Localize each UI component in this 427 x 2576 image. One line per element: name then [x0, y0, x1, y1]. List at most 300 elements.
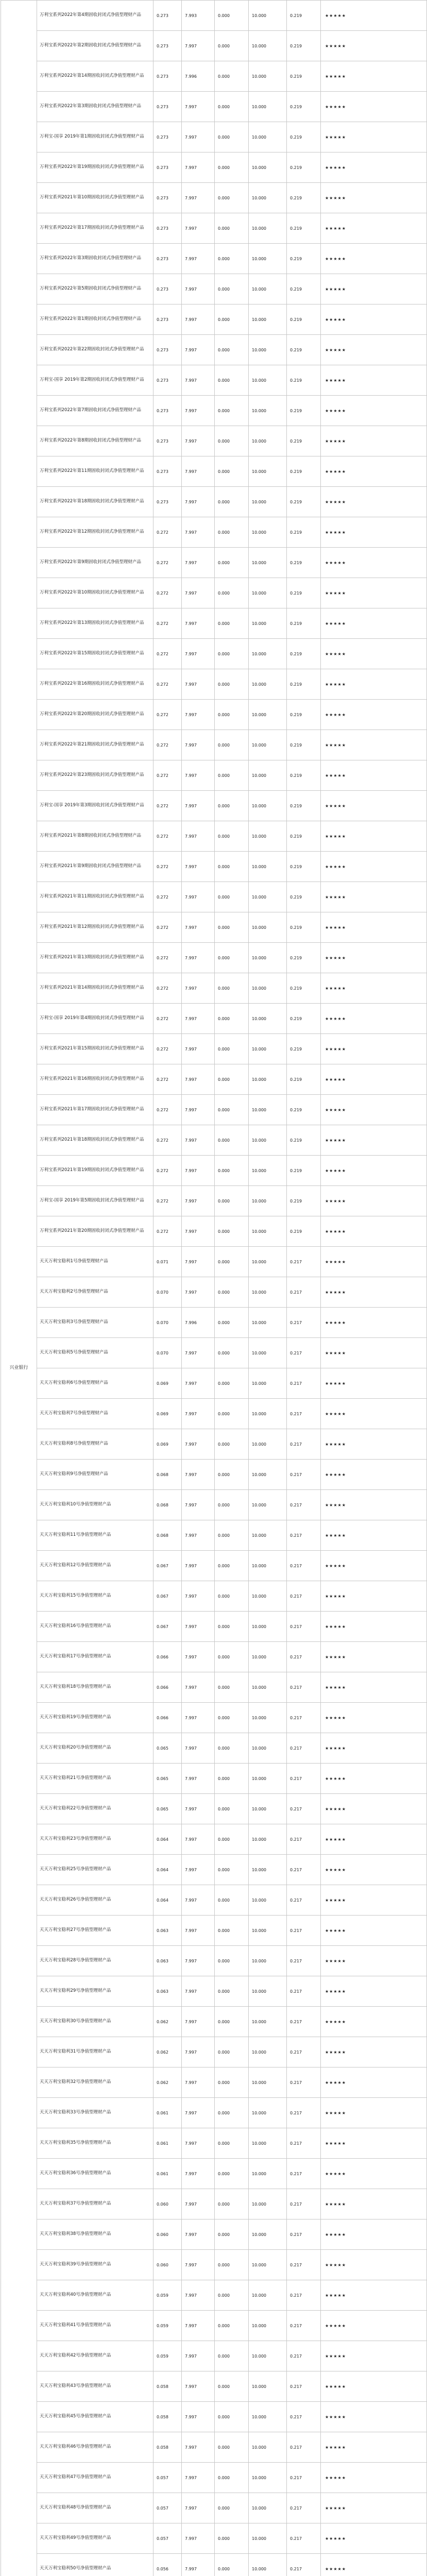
table-row	[1, 1824, 427, 1855]
value-cell: 0.064	[153, 1855, 182, 1885]
value-cell: 10.000	[249, 548, 287, 578]
product-name-cell: 天天万利宝稳利46号净值型理财产品	[37, 2432, 153, 2463]
value-cell: 0.057	[153, 2523, 182, 2554]
product-name-cell: 万利宝系列2022年第14期固收封闭式净值型理财产品	[37, 61, 153, 92]
value-cell: 0.219	[287, 821, 321, 852]
value-cell: 0.219	[287, 31, 321, 61]
value-cell: 0.000	[215, 1520, 249, 1551]
value-cell: 0.000	[215, 213, 249, 244]
product-name-cell: 万利宝-国享 2019年第2期固收封闭式净值型理财产品	[37, 365, 153, 396]
value-cell: 10.000	[249, 760, 287, 791]
value-cell: 0.217	[287, 1368, 321, 1399]
value-cell: 7.997	[182, 1064, 215, 1095]
star-rating-cell: ★★★★★	[321, 1429, 427, 1460]
table-row	[1, 1247, 427, 1277]
value-cell: 0.273	[153, 304, 182, 335]
table-row	[1, 1794, 427, 1824]
value-cell: 7.997	[182, 2098, 215, 2128]
value-cell: 7.997	[182, 852, 215, 882]
value-cell: 0.272	[153, 1216, 182, 1247]
product-name-cell: 天天万利宝稳利20号净值型理财产品	[37, 1733, 153, 1764]
value-cell: 7.997	[182, 1520, 215, 1551]
value-cell: 7.997	[182, 152, 215, 183]
value-cell: 0.067	[153, 1612, 182, 1642]
star-rating-cell: ★★★★★	[321, 1976, 427, 2007]
table-row	[1, 2007, 427, 2037]
table-row	[1, 213, 427, 244]
star-rating-cell: ★★★★★	[321, 1672, 427, 1703]
table-row	[1, 852, 427, 882]
star-rating-cell: ★★★★★	[321, 61, 427, 92]
value-cell: 7.997	[182, 2554, 215, 2576]
value-cell: 0.217	[287, 1581, 321, 1612]
value-cell: 0.219	[287, 1064, 321, 1095]
value-cell: 10.000	[249, 578, 287, 608]
value-cell: 7.997	[182, 1034, 215, 1064]
value-cell: 0.056	[153, 2554, 182, 2576]
value-cell: 0.058	[153, 2402, 182, 2432]
value-cell: 0.272	[153, 608, 182, 639]
product-name-cell: 万利宝系列2022年第13期固收封闭式净值型理财产品	[37, 608, 153, 639]
value-cell: 0.219	[287, 639, 321, 669]
value-cell: 7.997	[182, 882, 215, 912]
value-cell: 0.273	[153, 426, 182, 456]
value-cell: 0.000	[215, 1581, 249, 1612]
star-rating-cell: ★★★★★	[321, 92, 427, 122]
value-cell: 10.000	[249, 335, 287, 365]
table-row	[1, 760, 427, 791]
table-row	[1, 183, 427, 213]
table-row	[1, 2219, 427, 2250]
value-cell: 0.000	[215, 1885, 249, 1916]
value-cell: 0.272	[153, 973, 182, 1004]
table-row	[1, 2371, 427, 2402]
value-cell: 0.000	[215, 1095, 249, 1125]
value-cell: 10.000	[249, 2463, 287, 2493]
value-cell: 0.000	[215, 274, 249, 304]
star-rating-cell: ★★★★★	[321, 1581, 427, 1612]
value-cell: 10.000	[249, 730, 287, 760]
value-cell: 0.064	[153, 1824, 182, 1855]
table-row	[1, 31, 427, 61]
value-cell: 7.997	[182, 943, 215, 973]
value-cell: 10.000	[249, 1277, 287, 1308]
value-cell: 0.000	[215, 1064, 249, 1095]
value-cell: 10.000	[249, 2554, 287, 2576]
star-rating-cell: ★★★★★	[321, 2341, 427, 2371]
value-cell: 7.997	[182, 1824, 215, 1855]
value-cell: 0.273	[153, 61, 182, 92]
value-cell: 10.000	[249, 122, 287, 152]
value-cell: 0.217	[287, 1551, 321, 1581]
value-cell: 0.273	[153, 31, 182, 61]
value-cell: 0.219	[287, 1156, 321, 1186]
table-row	[1, 1490, 427, 1520]
star-rating-cell: ★★★★★	[321, 852, 427, 882]
value-cell: 10.000	[249, 973, 287, 1004]
value-cell: 7.997	[182, 2463, 215, 2493]
table-row	[1, 1916, 427, 1946]
value-cell: 0.000	[215, 1733, 249, 1764]
table-row	[1, 1581, 427, 1612]
table-row	[1, 426, 427, 456]
value-cell: 0.217	[287, 1733, 321, 1764]
star-rating-cell: ★★★★★	[321, 335, 427, 365]
value-cell: 0.272	[153, 1095, 182, 1125]
star-rating-cell: ★★★★★	[321, 1946, 427, 1976]
value-cell: 0.000	[215, 578, 249, 608]
star-rating-cell: ★★★★★	[321, 396, 427, 426]
product-name-cell: 万利宝系列2022年第2期固收封闭式净值型理财产品	[37, 31, 153, 61]
product-name-cell: 万利宝系列2022年第3期固收封闭式净值型理财产品	[37, 244, 153, 274]
value-cell: 7.997	[182, 760, 215, 791]
star-rating-cell: ★★★★★	[321, 487, 427, 517]
value-cell: 0.272	[153, 882, 182, 912]
star-rating-cell: ★★★★★	[321, 183, 427, 213]
value-cell: 10.000	[249, 2523, 287, 2554]
value-cell: 7.997	[182, 821, 215, 852]
value-cell: 0.273	[153, 365, 182, 396]
star-rating-cell: ★★★★★	[321, 882, 427, 912]
value-cell: 7.997	[182, 912, 215, 943]
value-cell: 10.000	[249, 1885, 287, 1916]
product-name-cell: 万利宝系列2022年第8期固收封闭式净值型理财产品	[37, 426, 153, 456]
value-cell: 0.000	[215, 1186, 249, 1216]
table-row	[1, 92, 427, 122]
star-rating-cell: ★★★★★	[321, 1520, 427, 1551]
table-row	[1, 1976, 427, 2007]
value-cell: 0.059	[153, 2341, 182, 2371]
value-cell: 10.000	[249, 1612, 287, 1642]
table-row	[1, 365, 427, 396]
value-cell: 0.000	[215, 1946, 249, 1976]
value-cell: 0.000	[215, 1642, 249, 1672]
value-cell: 0.059	[153, 2311, 182, 2341]
value-cell: 10.000	[249, 639, 287, 669]
value-cell: 7.997	[182, 2007, 215, 2037]
value-cell: 0.272	[153, 548, 182, 578]
star-rating-cell: ★★★★★	[321, 31, 427, 61]
value-cell: 0.217	[287, 2554, 321, 2576]
table-row	[1, 1308, 427, 1338]
value-cell: 0.217	[287, 1855, 321, 1885]
value-cell: 0.000	[215, 2007, 249, 2037]
value-cell: 0.000	[215, 1460, 249, 1490]
value-cell: 0.219	[287, 1186, 321, 1216]
value-cell: 10.000	[249, 2311, 287, 2341]
table-row	[1, 244, 427, 274]
value-cell: 10.000	[249, 1703, 287, 1733]
value-cell: 0.272	[153, 852, 182, 882]
value-cell: 0.000	[215, 1551, 249, 1581]
star-rating-cell: ★★★★★	[321, 2371, 427, 2402]
product-name-cell: 万利宝系列2022年第23期固收封闭式净值型理财产品	[37, 760, 153, 791]
value-cell: 7.997	[182, 639, 215, 669]
value-cell: 0.000	[215, 1916, 249, 1946]
value-cell: 10.000	[249, 1247, 287, 1277]
table-row	[1, 608, 427, 639]
star-rating-cell: ★★★★★	[321, 1855, 427, 1885]
wealth-products-table	[1, 0, 427, 2576]
value-cell: 10.000	[249, 517, 287, 548]
value-cell: 0.217	[287, 1976, 321, 2007]
value-cell: 0.273	[153, 213, 182, 244]
table-row	[1, 2432, 427, 2463]
product-name-cell: 天天万利宝稳利45号净值型理财产品	[37, 2402, 153, 2432]
value-cell: 0.062	[153, 2007, 182, 2037]
value-cell: 7.997	[182, 213, 215, 244]
value-cell: 10.000	[249, 2402, 287, 2432]
value-cell: 10.000	[249, 1004, 287, 1034]
value-cell: 0.000	[215, 548, 249, 578]
value-cell: 0.000	[215, 943, 249, 973]
value-cell: 7.997	[182, 669, 215, 700]
table-row	[1, 2037, 427, 2067]
value-cell: 7.997	[182, 2432, 215, 2463]
star-rating-cell: ★★★★★	[321, 700, 427, 730]
product-name-cell: 万利宝系列2021年第12期固收封闭式净值型理财产品	[37, 912, 153, 943]
value-cell: 0.000	[215, 2523, 249, 2554]
product-name-cell: 天天万利宝稳利8号净值型理财产品	[37, 1429, 153, 1460]
product-name-cell: 万利宝系列2021年第10期固收封闭式净值型理财产品	[37, 183, 153, 213]
value-cell: 0.000	[215, 700, 249, 730]
table-row	[1, 1885, 427, 1916]
value-cell: 0.217	[287, 2037, 321, 2067]
value-cell: 0.000	[215, 152, 249, 183]
table-row	[1, 639, 427, 669]
table-row	[1, 1034, 427, 1064]
value-cell: 10.000	[249, 1156, 287, 1186]
value-cell: 0.069	[153, 1368, 182, 1399]
table-row	[1, 882, 427, 912]
value-cell: 0.062	[153, 2037, 182, 2067]
star-rating-cell: ★★★★★	[321, 730, 427, 760]
star-rating-cell: ★★★★★	[321, 122, 427, 152]
value-cell: 7.997	[182, 183, 215, 213]
value-cell: 10.000	[249, 1581, 287, 1612]
value-cell: 0.217	[287, 2280, 321, 2311]
value-cell: 7.997	[182, 791, 215, 821]
value-cell: 0.060	[153, 2219, 182, 2250]
value-cell: 0.000	[215, 760, 249, 791]
value-cell: 0.000	[215, 608, 249, 639]
value-cell: 0.217	[287, 1824, 321, 1855]
value-cell: 7.997	[182, 1490, 215, 1520]
value-cell: 0.000	[215, 122, 249, 152]
value-cell: 7.997	[182, 1976, 215, 2007]
table-row	[1, 152, 427, 183]
star-rating-cell: ★★★★★	[321, 2159, 427, 2189]
value-cell: 0.000	[215, 2402, 249, 2432]
value-cell: 0.273	[153, 396, 182, 426]
table-row	[1, 1855, 427, 1885]
product-name-cell: 天天万利宝稳利18号净值型理财产品	[37, 1672, 153, 1703]
value-cell: 0.000	[215, 2250, 249, 2280]
star-rating-cell: ★★★★★	[321, 1064, 427, 1095]
value-cell: 7.997	[182, 700, 215, 730]
value-cell: 0.069	[153, 1429, 182, 1460]
value-cell: 10.000	[249, 61, 287, 92]
value-cell: 10.000	[249, 152, 287, 183]
value-cell: 10.000	[249, 1733, 287, 1764]
value-cell: 0.217	[287, 1277, 321, 1308]
product-name-cell: 万利宝系列2022年第1期固收封闭式净值型理财产品	[37, 304, 153, 335]
value-cell: 0.000	[215, 1764, 249, 1794]
value-cell: 7.997	[182, 730, 215, 760]
product-name-cell: 天天万利宝稳利12号净值型理财产品	[37, 1551, 153, 1581]
value-cell: 0.000	[215, 1429, 249, 1460]
value-cell: 0.217	[287, 2007, 321, 2037]
value-cell: 0.219	[287, 244, 321, 274]
product-name-cell: 天天万利宝稳利19号净值型理财产品	[37, 1703, 153, 1733]
value-cell: 0.272	[153, 1004, 182, 1034]
value-cell: 0.000	[215, 1824, 249, 1855]
value-cell: 7.997	[182, 396, 215, 426]
value-cell: 0.000	[215, 1368, 249, 1399]
star-rating-cell: ★★★★★	[321, 1885, 427, 1916]
value-cell: 0.063	[153, 1916, 182, 1946]
value-cell: 0.219	[287, 730, 321, 760]
table-row	[1, 1429, 427, 1460]
value-cell: 0.219	[287, 456, 321, 487]
value-cell: 0.219	[287, 852, 321, 882]
value-cell: 0.000	[215, 517, 249, 548]
value-cell: 10.000	[249, 2067, 287, 2098]
value-cell: 0.219	[287, 152, 321, 183]
value-cell: 0.217	[287, 1399, 321, 1429]
product-name-cell: 天天万利宝稳利28号净值型理财产品	[37, 1946, 153, 1976]
value-cell: 0.000	[215, 2159, 249, 2189]
star-rating-cell: ★★★★★	[321, 1338, 427, 1368]
table-row	[1, 2159, 427, 2189]
value-cell: 0.273	[153, 335, 182, 365]
product-name-cell: 天天万利宝稳利3号净值型理财产品	[37, 1308, 153, 1338]
value-cell: 7.997	[182, 1004, 215, 1034]
value-cell: 0.272	[153, 578, 182, 608]
value-cell: 10.000	[249, 1946, 287, 1976]
value-cell: 10.000	[249, 2159, 287, 2189]
value-cell: 10.000	[249, 852, 287, 882]
value-cell: 7.997	[182, 456, 215, 487]
table-row	[1, 1946, 427, 1976]
table-row	[1, 517, 427, 548]
star-rating-cell: ★★★★★	[321, 1490, 427, 1520]
value-cell: 0.272	[153, 700, 182, 730]
value-cell: 0.000	[215, 1794, 249, 1824]
value-cell: 7.997	[182, 2371, 215, 2402]
value-cell: 0.219	[287, 1095, 321, 1125]
value-cell: 7.997	[182, 1186, 215, 1216]
product-name-cell: 万利宝系列2022年第7期固收封闭式净值型理财产品	[37, 396, 153, 426]
product-name-cell: 天天万利宝稳利1号净值型理财产品	[37, 1247, 153, 1277]
value-cell: 10.000	[249, 2250, 287, 2280]
product-name-cell: 天天万利宝稳利17号净值型理财产品	[37, 1642, 153, 1672]
value-cell: 7.997	[182, 1764, 215, 1794]
product-name-cell: 天天万利宝稳利10号净值型理财产品	[37, 1490, 153, 1520]
star-rating-cell: ★★★★★	[321, 1551, 427, 1581]
star-rating-cell: ★★★★★	[321, 365, 427, 396]
value-cell: 0.061	[153, 2159, 182, 2189]
value-cell: 0.000	[215, 973, 249, 1004]
product-name-cell: 天天万利宝稳利43号净值型理财产品	[37, 2371, 153, 2402]
value-cell: 0.060	[153, 2250, 182, 2280]
value-cell: 0.219	[287, 183, 321, 213]
product-name-cell: 万利宝系列2022年第11期固收封闭式净值型理财产品	[37, 456, 153, 487]
product-name-cell: 天天万利宝稳利32号净值型理财产品	[37, 2067, 153, 2098]
value-cell: 0.217	[287, 1764, 321, 1794]
table-row	[1, 2098, 427, 2128]
star-rating-cell: ★★★★★	[321, 213, 427, 244]
value-cell: 10.000	[249, 487, 287, 517]
value-cell: 0.000	[215, 730, 249, 760]
table-row	[1, 1764, 427, 1794]
value-cell: 0.272	[153, 943, 182, 973]
value-cell: 10.000	[249, 2037, 287, 2067]
value-cell: 0.000	[215, 2189, 249, 2219]
product-name-cell: 天天万利宝稳利33号净值型理财产品	[37, 2098, 153, 2128]
star-rating-cell: ★★★★★	[321, 1125, 427, 1156]
value-cell: 7.997	[182, 274, 215, 304]
value-cell: 0.000	[215, 2463, 249, 2493]
value-cell: 10.000	[249, 92, 287, 122]
product-name-cell: 天天万利宝稳利15号净值型理财产品	[37, 1581, 153, 1612]
value-cell: 0.217	[287, 2219, 321, 2250]
star-rating-cell: ★★★★★	[321, 1460, 427, 1490]
value-cell: 0.272	[153, 1064, 182, 1095]
value-cell: 0.217	[287, 2463, 321, 2493]
value-cell: 0.000	[215, 2371, 249, 2402]
value-cell: 10.000	[249, 365, 287, 396]
value-cell: 0.273	[153, 244, 182, 274]
value-cell: 7.997	[182, 2493, 215, 2523]
value-cell: 10.000	[249, 274, 287, 304]
star-rating-cell: ★★★★★	[321, 1095, 427, 1125]
product-name-cell: 万利宝-国享 2019年第4期固收封闭式净值型理财产品	[37, 1004, 153, 1034]
value-cell: 0.217	[287, 2250, 321, 2280]
product-name-cell: 万利宝系列2021年第19期固收封闭式净值型理财产品	[37, 1156, 153, 1186]
table-row	[1, 1520, 427, 1551]
table-row	[1, 1551, 427, 1581]
table-row	[1, 2402, 427, 2432]
value-cell: 0.217	[287, 2311, 321, 2341]
value-cell: 0.000	[215, 92, 249, 122]
value-cell: 0.000	[215, 1004, 249, 1034]
star-rating-cell: ★★★★★	[321, 973, 427, 1004]
table-row	[1, 2311, 427, 2341]
value-cell: 0.273	[153, 183, 182, 213]
value-cell: 0.219	[287, 304, 321, 335]
product-name-cell: 天天万利宝稳利22号净值型理财产品	[37, 1794, 153, 1824]
value-cell: 10.000	[249, 2341, 287, 2371]
value-cell: 7.996	[182, 61, 215, 92]
product-name-cell: 天天万利宝稳利7号净值型理财产品	[37, 1399, 153, 1429]
value-cell: 0.217	[287, 2128, 321, 2159]
product-name-cell: 天天万利宝稳利25号净值型理财产品	[37, 1855, 153, 1885]
value-cell: 0.000	[215, 1612, 249, 1642]
value-cell: 0.000	[215, 912, 249, 943]
value-cell: 0.000	[215, 1277, 249, 1308]
value-cell: 0.219	[287, 912, 321, 943]
star-rating-cell: ★★★★★	[321, 1004, 427, 1034]
value-cell: 7.997	[182, 1794, 215, 1824]
table-row	[1, 1, 427, 31]
value-cell: 0.000	[215, 791, 249, 821]
value-cell: 0.000	[215, 852, 249, 882]
table-row	[1, 2250, 427, 2280]
value-cell: 7.997	[182, 2402, 215, 2432]
table-row	[1, 700, 427, 730]
star-rating-cell: ★★★★★	[321, 2311, 427, 2341]
